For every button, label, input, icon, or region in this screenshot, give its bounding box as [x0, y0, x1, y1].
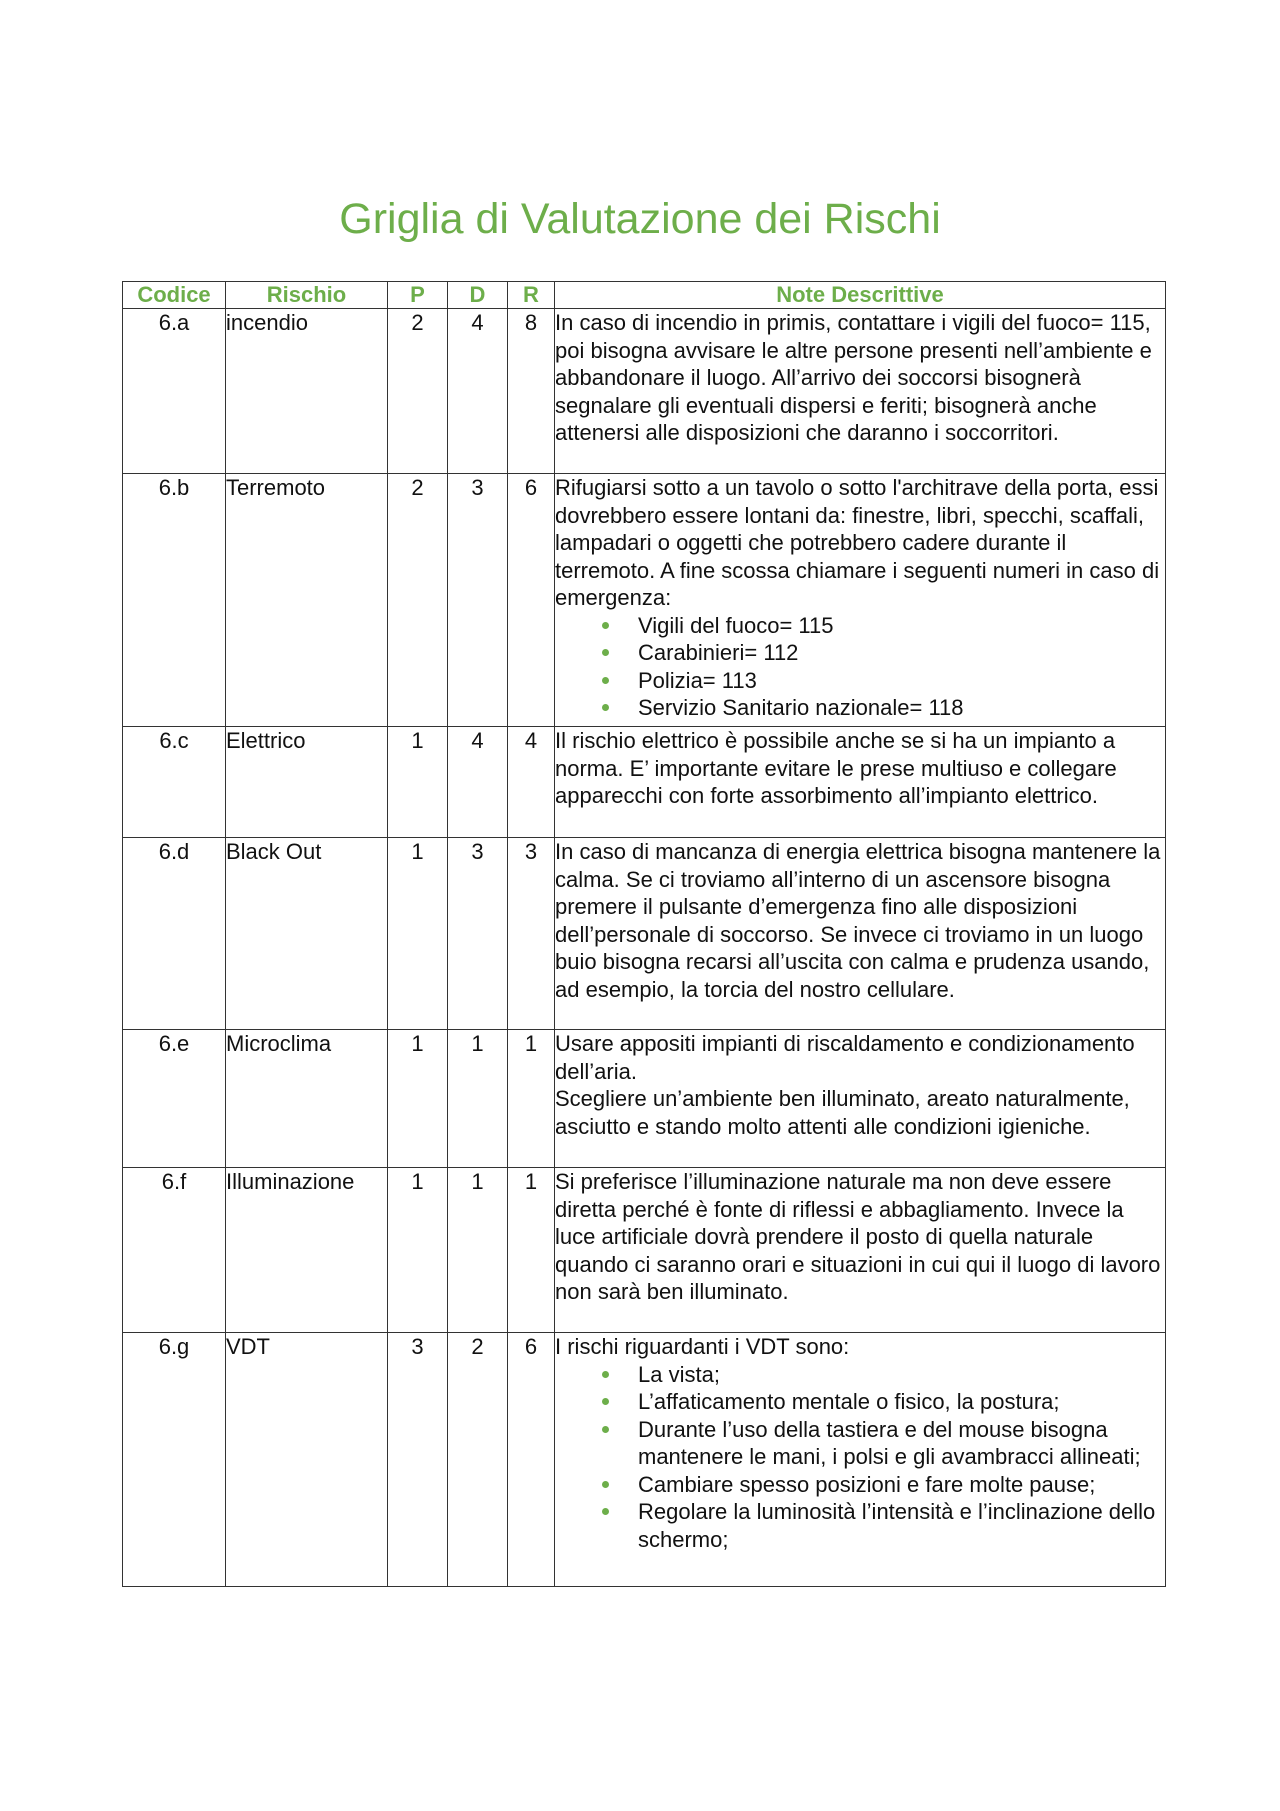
note-text: I rischi riguardanti i VDT sono: [555, 1334, 850, 1359]
probability-value: 2 [388, 474, 448, 727]
probability-value: 2 [388, 309, 448, 474]
damage-value: 2 [448, 1333, 508, 1587]
risk-assessment-table [122, 281, 1166, 1587]
probability-value: 1 [388, 1168, 448, 1333]
list-item: La vista; [638, 1361, 1165, 1389]
list-item: Cambiare spesso posizioni e fare molte pause; [638, 1471, 1165, 1499]
damage-value: 4 [448, 309, 508, 474]
risk-name: Terremoto [226, 474, 388, 727]
list-item: Servizio Sanitario nazionale= 118 [638, 694, 1165, 722]
risk-note [555, 1030, 1166, 1168]
probability-value: 1 [388, 727, 448, 838]
list-item: Polizia= 113 [638, 667, 1165, 695]
damage-value: 1 [448, 1168, 508, 1333]
risk-name: Illuminazione [226, 1168, 388, 1333]
emergency-numbers-list [555, 612, 1165, 722]
list-item: Durante l’uso della tastiera e del mouse bisogna mantenere le mani, i polsi e gli avambracci allineati; [638, 1416, 1165, 1471]
risk-code: 6.c [123, 727, 226, 838]
page-title: Griglia di Valutazione dei Rischi [339, 195, 941, 243]
risk-code: 6.b [123, 474, 226, 727]
damage-value: 1 [448, 1030, 508, 1168]
risk-code: 6.a [123, 309, 226, 474]
risk-note [555, 727, 1166, 838]
risk-name: Elettrico [226, 727, 388, 838]
note-text: Scegliere un’ambiente ben illuminato, areato naturalmente, asciutto e stando molto attenti alle condizioni igieniche. [555, 1086, 1130, 1139]
risk-name: Black Out [226, 838, 388, 1030]
risk-note [555, 1333, 1166, 1587]
table-row [123, 474, 1166, 727]
damage-value: 3 [448, 838, 508, 1030]
probability-value: 1 [388, 838, 448, 1030]
damage-value: 3 [448, 474, 508, 727]
table-row [123, 1030, 1166, 1168]
risk-value: 6 [508, 1333, 555, 1587]
header-risk: Rischio [226, 282, 388, 309]
table-row [123, 838, 1166, 1030]
probability-value: 1 [388, 1030, 448, 1168]
risk-name: VDT [226, 1333, 388, 1587]
vdt-risks-list [555, 1361, 1165, 1554]
header-risk-level: R [508, 282, 555, 309]
note-text: Usare appositi impianti di riscaldamento e condizionamento dell’aria. [555, 1031, 1135, 1084]
table-row [123, 309, 1166, 474]
risk-value: 6 [508, 474, 555, 727]
list-item: Vigili del fuoco= 115 [638, 612, 1165, 640]
header-notes: Note Descrittive [555, 282, 1166, 309]
risk-code: 6.d [123, 838, 226, 1030]
risk-value: 4 [508, 727, 555, 838]
risk-value: 3 [508, 838, 555, 1030]
table-row [123, 727, 1166, 838]
note-text: In caso di mancanza di energia elettrica bisogna mantenere la calma. Se ci troviamo all’interno di un ascensore bisogna premere il pulsante d’emergenza fino alle disposizioni dell’personale di soccorso. Se invece ci troviamo in un luogo buio bisogna recarsi all’uscita con calma e prudenza usando, ad esempio, la torcia del nostro cellulare. [555, 839, 1161, 1002]
risk-value: 8 [508, 309, 555, 474]
table-row [123, 1333, 1166, 1587]
list-item: L’affaticamento mentale o fisico, la postura; [638, 1388, 1165, 1416]
risk-value: 1 [508, 1168, 555, 1333]
table-header-row [123, 282, 1166, 309]
header-damage: D [448, 282, 508, 309]
risk-code: 6.e [123, 1030, 226, 1168]
risk-code: 6.g [123, 1333, 226, 1587]
risk-note [555, 1168, 1166, 1333]
note-text: Il rischio elettrico è possibile anche se si ha un impianto a norma. E’ importante evitare le prese multiuso e collegare apparecchi con forte assorbimento all’impianto elettrico. [555, 728, 1117, 808]
note-text: In caso di incendio in primis, contattare i vigili del fuoco= 115, poi bisogna avvisare le altre persone presenti nell’ambiente e abbandonare il luogo. All’arrivo dei soccorsi bisognerà segnalare gli eventuali dispersi e feriti; bisognerà anche attenersi alle disposizioni che daranno i soccorritori. [555, 310, 1152, 445]
risk-code: 6.f [123, 1168, 226, 1333]
probability-value: 3 [388, 1333, 448, 1587]
risk-name: Microclima [226, 1030, 388, 1168]
note-text: Rifugiarsi sotto a un tavolo o sotto l'architrave della porta, essi dovrebbero essere lontani da: finestre, libri, specchi, scaffali, lampadari o oggetti che potrebbero cadere durante il terremoto. A fine scossa chiamare i seguenti numeri in caso di emergenza: [555, 475, 1160, 610]
table-row [123, 1168, 1166, 1333]
list-item: Regolare la luminosità l’intensità e l’inclinazione dello schermo; [638, 1498, 1165, 1553]
list-item: Carabinieri= 112 [638, 639, 1165, 667]
risk-note [555, 309, 1166, 474]
risk-name: incendio [226, 309, 388, 474]
risk-note [555, 474, 1166, 727]
note-text: Si preferisce l’illuminazione naturale ma non deve essere diretta perché è fonte di riflessi e abbagliamento. Invece la luce artificiale dovrà prendere il posto di quella naturale quando ci saranno orari e situazioni in cui qui il luogo di lavoro non sarà ben illuminato. [555, 1169, 1161, 1304]
header-code: Codice [123, 282, 226, 309]
risk-value: 1 [508, 1030, 555, 1168]
risk-note [555, 838, 1166, 1030]
header-probability: P [388, 282, 448, 309]
damage-value: 4 [448, 727, 508, 838]
